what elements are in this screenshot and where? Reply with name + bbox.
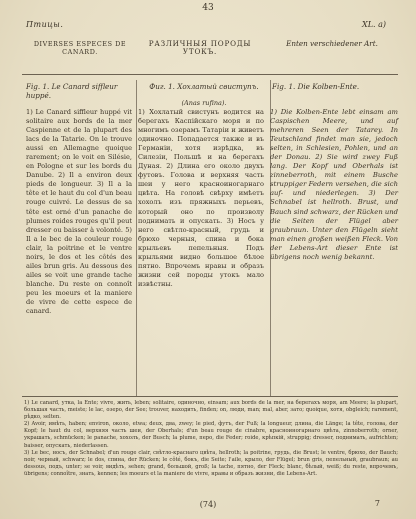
figure-caption-german: Fig. 1. Die Kolben-Ente. — [272, 82, 360, 91]
latin-name: (Anas rufina). — [181, 99, 227, 107]
footnote: 3) Le bec, носъ, der Schnabel; d'un rouge clair, свѣтло-краснаго цвѣта, hellroth; la poitrine, грудь, die Brust; le ventre, брюхо, der Bauch; noir, черный, schwarz; le dos, спина, der Rücken; le côté, бокъ, die Seite; l'aile, крыло, der Flügel; brun gris, пепельный, graubraun; au dessous, подъ, unter; se voir, видѣть, sehen; grand, большой, groß; la tache, пятно, der Fleck; blanc, бѣлый, weiß; du reste, впрочемъ, übrigens; connoître, знать, kennen; les moeurs et la maniere de vivre, нравы и образъ жизни, die Lebens-Art. — [24, 449, 398, 477]
body-text-french: 1) Le Canard siffleur huppé vit solitaire aux bords de la mer Caspienne et de la plupart des lacs de la Tatarie. On le trouve aussi en Allemagne quoique rarement; on le voit en Silésie, en Pologne et sur les bords du Danube. 2) Il a environ deux pieds de longueur. 3) Il a la tête et le haut du col d'un beau rouge cuivré. Le dessus de sa tête est orné d'un panache de plumes roides rouges qu'il peut dresser ou baisser à volonté. 5) Il a le bec de la couleur rouge clair, la poitrine et le ventre noirs, le dos et les côtés des ailes brun gris. Au dessous des ailes se voit une grande tache blanche. Du reste on connoît peu les moeurs et la maniere de vivre de cette espece de canard. — [26, 108, 132, 316]
body-text-german: 1) Die Kolben-Ente lebt einsam am Caspischen Meere, und auf mehreren Seen der Tatarey. In Teutschland findet man sie, jedoch selten, in Schlesien, Pohlen, und an der Donau. 2) Sie wird zwey Fuß lang. Der Kopf und Oberhals ist zinneberroth, mit einem Busche struppiger Federn versehen, die sich auf- und niederlegen. 3) Der Schnabel ist hellroth. Brust, und Bauch sind schwarz, der Rücken und die Seiten der Flügel aber graubraun. Unter den Flügeln sieht man einen großen weißen Fleck. Von der Lebens-Art dieser Ente ist übrigens noch wenig bekannt. — [270, 108, 398, 261]
heading-french: DIVERSES ESPECES DE CANARD. — [33, 40, 127, 56]
column-headings — [26, 40, 398, 56]
heading-russian: РАЗЛИЧНЫЯ ПОРОДЫ УТОКЪ. — [148, 39, 252, 56]
footnotes — [24, 400, 398, 478]
page-number-top: 43 — [202, 3, 214, 13]
footnote: 1) Le canard, утка, lа Ente; vivre, жить, leben; solitaire, одиночно, einsam; aux bords de la mer, на берегахъ моря, am Meere; la plupart, большая часть, meiste; le lac, озеро, der See; trouver, находить, finden; on, люди, man; mal, aber, зато; quoique, хотя, obgleich; rarement, рѣдко, selten. — [24, 400, 398, 421]
body-text-russian: 1) Хохлатый свистунъ водится на берегахъ Каспійскаго моря и по многимъ озерамъ Татаріи и живетъ одиночно. Попадается также и въ Германіи, хотя изрѣдка, въ Силезіи, Польшѣ и на берегахъ Дуная. 2) Длина его около двухъ футовъ. Голова и верхняя часть шеи у него красноиногарнаго цвѣта. На головѣ свѣрху имѣетъ хохолъ изъ пряжныхъ перьевъ, который оно по произволу поднимать и опускать. 3) Носъ у него свѣтло-красный, грудь и брюхо черныя, спина и бока крыльевъ пепельныя. Подъ крыльями видно большое бѣлое пятно. Впрочемъ нравы и образъ жизни сей породы утокъ мало извѣстны. — [138, 108, 264, 288]
footnote-divider — [22, 396, 398, 397]
footnote: 2) Avoir, имѣть, haben; environ, около, etwa; deux, два, zwey; le pied, футъ, der Fuß; la longueur, длина, die Länge; la tête, голова, der Kopf; le haut du col, верхняя часть шеи, der Oberhals; d'un beau rouge de cinabre, красноиногарнаго цвѣта, zinnoberroth; orner, украшать, schmücken; le panache, хохолъ, der Busch; la plume, перо, die Feder; roide, крѣпкій, struppig; dresser, поднимать, aufrichten; baisser, опускать, niederlassen. — [24, 421, 398, 449]
page-number-bottom: (74) — [199, 500, 217, 509]
header-plate-number: XL. a) — [362, 20, 386, 29]
figure-caption-french: Fig. 1. Le Canard siffleur huppé. — [26, 82, 118, 100]
header-section-title: Птицы. — [26, 20, 64, 29]
figure-caption-russian: Фиг. 1. Хохлатый свиступъ. — [149, 82, 259, 91]
text-columns — [26, 108, 398, 316]
heading-german: Enten verschiedener Art. — [286, 39, 378, 48]
signature-mark: 7 — [374, 499, 380, 508]
header-divider — [22, 74, 398, 75]
